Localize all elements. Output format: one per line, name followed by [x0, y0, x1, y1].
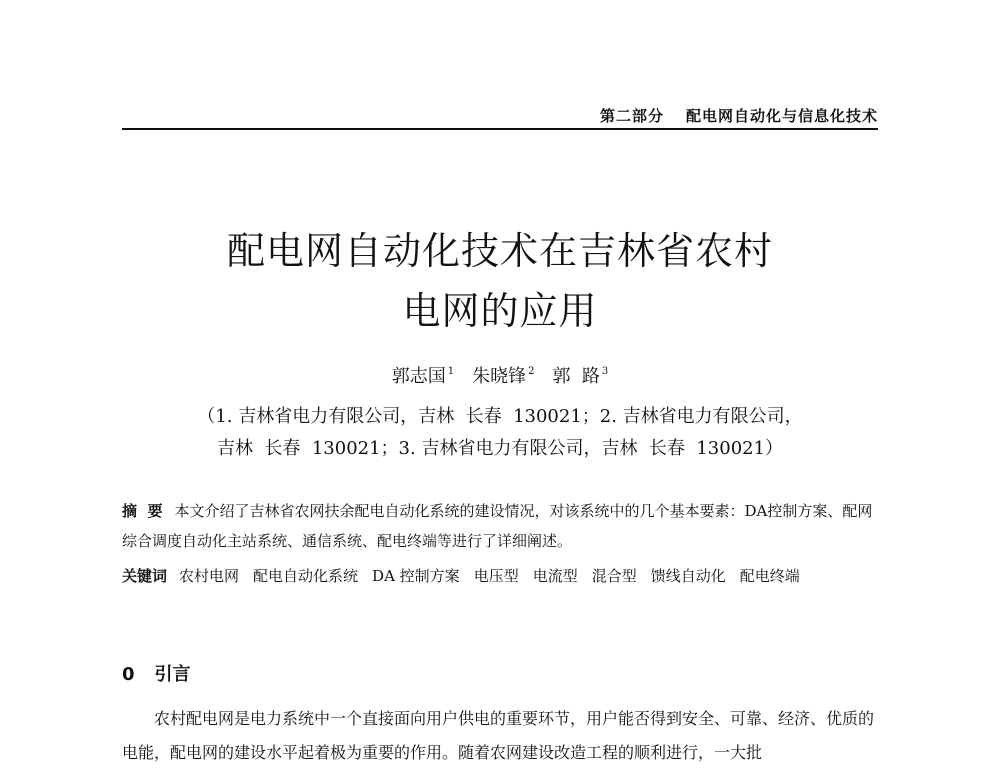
author-2-name: 朱晓锋 [472, 366, 527, 387]
abstract-text: 本文介绍了吉林省农网扶余配电自动化系统的建设情况，对该系统中的几个基本要素：DA控制方案、配网综合调度自动化主站系统、通信系统、配电终端等进行了详细阐述。 [122, 502, 873, 550]
affiliation-line-1: （1. 吉林省电力有限公司，吉林 长春 130021；2. 吉林省电力有限公司， [197, 406, 803, 427]
author-3-name: 郭 路 [552, 366, 600, 387]
section-title: 引言 [154, 664, 191, 685]
paper-title-line-1: 配电网自动化技术在吉林省农村 [226, 229, 773, 273]
keyword: DA 控制方案 [372, 567, 460, 585]
running-header-part: 第二部分 [599, 107, 664, 125]
paper-title-line-2: 电网的应用 [402, 289, 598, 333]
author-1-mark: 1 [447, 366, 455, 377]
running-header-title: 配电网自动化与信息化技术 [685, 107, 878, 125]
body-paragraph: 农村配电网是电力系统中一个直接面向用户供电的重要环节，用户能否得到安全、可靠、经济、优质的电能，配电网的建设水平起着极为重要的作用。随着农网建设改造工程的顺利进行，一大批 [122, 709, 875, 762]
keyword: 馈线自动化 [650, 567, 726, 585]
section-heading [122, 660, 191, 686]
keyword: 配电自动化系统 [253, 567, 359, 585]
author-2-mark: 2 [528, 366, 535, 377]
section-number: 0 [122, 664, 135, 685]
abstract [122, 496, 878, 556]
keyword: 农村电网 [179, 567, 240, 585]
author-list [0, 362, 1000, 388]
running-header [600, 105, 878, 126]
keyword: 配电终端 [739, 567, 800, 585]
affiliation-line-2: 吉林 长春 130021；3. 吉林省电力有限公司，吉林 长春 130021） [216, 438, 784, 459]
keyword: 电流型 [532, 567, 578, 585]
keyword: 电压型 [473, 567, 519, 585]
author-3-mark: 3 [601, 366, 609, 377]
keywords-label: 关键词 [122, 567, 168, 585]
header-rule [122, 128, 878, 130]
keyword: 混合型 [591, 567, 637, 585]
abstract-label: 摘 要 [122, 502, 163, 520]
author-1-name: 郭志国 [391, 366, 446, 387]
keywords [122, 561, 878, 591]
